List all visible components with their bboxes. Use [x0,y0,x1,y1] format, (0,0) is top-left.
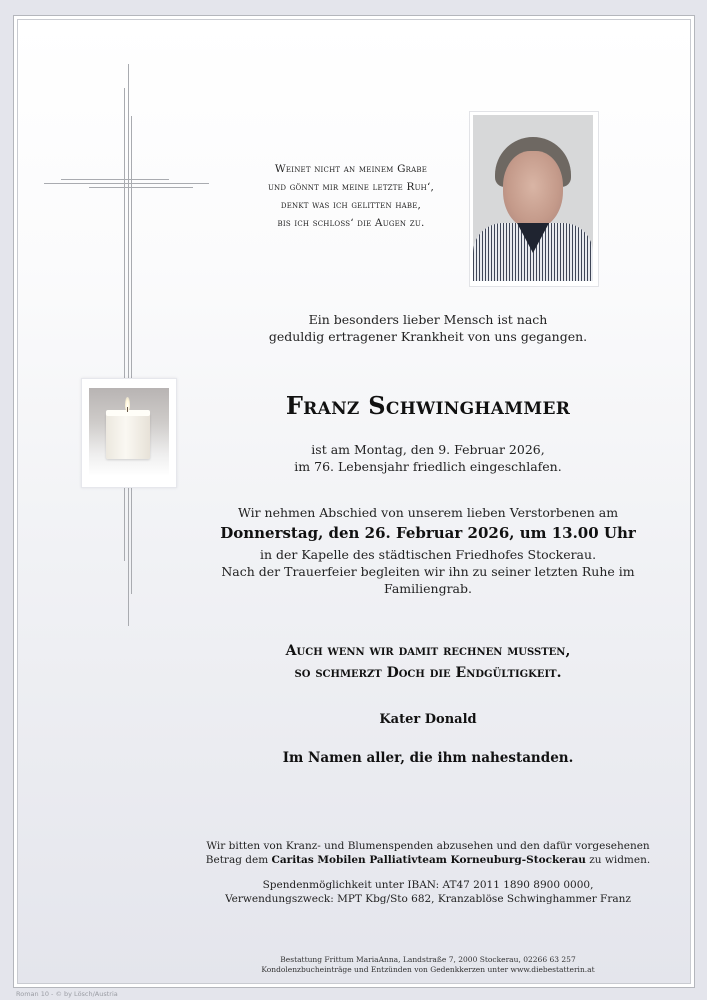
undertaker-line: Bestattung Frittum MariaAnna, Landstraße 7, 2000 Stockerau, 02266 63 257 [280,955,576,964]
donation-line: Wir bitten von Kranz- und Blumenspenden abzusehen und den dafür vorgesehenen [206,840,650,852]
obituary-frame [13,15,695,988]
death-line: im 76. Lebensjahr friedlich eingeschlafen. [294,459,562,474]
on-behalf-text: Im Namen aller, die ihm nahestanden. [282,750,574,766]
death-line: ist am Montag, den 9. Februar 2026, [311,442,545,457]
candle-image [81,378,177,488]
intro-text [218,311,638,345]
donation-request [198,839,658,867]
intro-line: geduldig ertragener Krankheit von uns gegangen. [268,329,588,344]
deceased-name: Franz Schwinghammer [285,391,571,420]
funeral-location [218,546,638,597]
poem-line: und gönnt mir meine letzte Ruh‘, [267,181,435,193]
poem-line: denkt was ich gelitten habe, [280,199,422,211]
funeral-date-time: Donnerstag, den 26. Februar 2026, um 13.00 Uhr [220,524,636,542]
donation-bank-details [198,878,658,906]
quote [218,640,638,684]
donation-line [198,853,658,867]
poem-line: Weinet nicht an meinem Grabe [274,163,428,175]
location-line: Familiengrab. [384,581,472,596]
condolence-line: Kondolenzbucheinträge und Entzünden von Gedenkkerzen unter www.diebestatterin.at [261,965,595,974]
donation-organization: Caritas Mobilen Palliativteam Korneuburg-Stockerau [271,854,586,866]
quote-line: so schmerzt Doch die Endgültigkeit. [294,665,562,681]
death-notice [218,441,638,475]
portrait-photo [469,111,599,287]
template-credit: Roman 10 - © by Lösch/Austria [16,990,118,998]
poem-line: bis ich schloss‘ die Augen zu. [277,217,425,229]
donation-suffix: zu widmen. [585,854,651,866]
undertaker-footer [198,955,658,975]
purpose-line: Verwendungszweck: MPT Kbg/Sto 682, Kranzablöse Schwinghammer Franz [225,893,631,905]
obituary-card [17,19,691,984]
farewell-text: Wir nehmen Abschied von unserem lieben Verstorbenen am [237,505,619,520]
donation-prefix: Betrag dem [205,854,272,866]
intro-line: Ein besonders lieber Mensch ist nach [308,312,548,327]
location-line: Nach der Trauerfeier begleiten wir ihn zu seiner letzten Ruhe im [221,564,635,579]
iban-line: Spendenmöglichkeit unter IBAN: AT47 2011 1890 8900 0000, [262,879,594,891]
location-line: in der Kapelle des städtischen Friedhofes Stockerau. [259,547,597,562]
candle-icon [106,413,150,459]
quote-line: Auch wenn wir damit rechnen mussten, [285,643,571,659]
mourner-name: Kater Donald [379,712,477,727]
poem [216,160,486,232]
